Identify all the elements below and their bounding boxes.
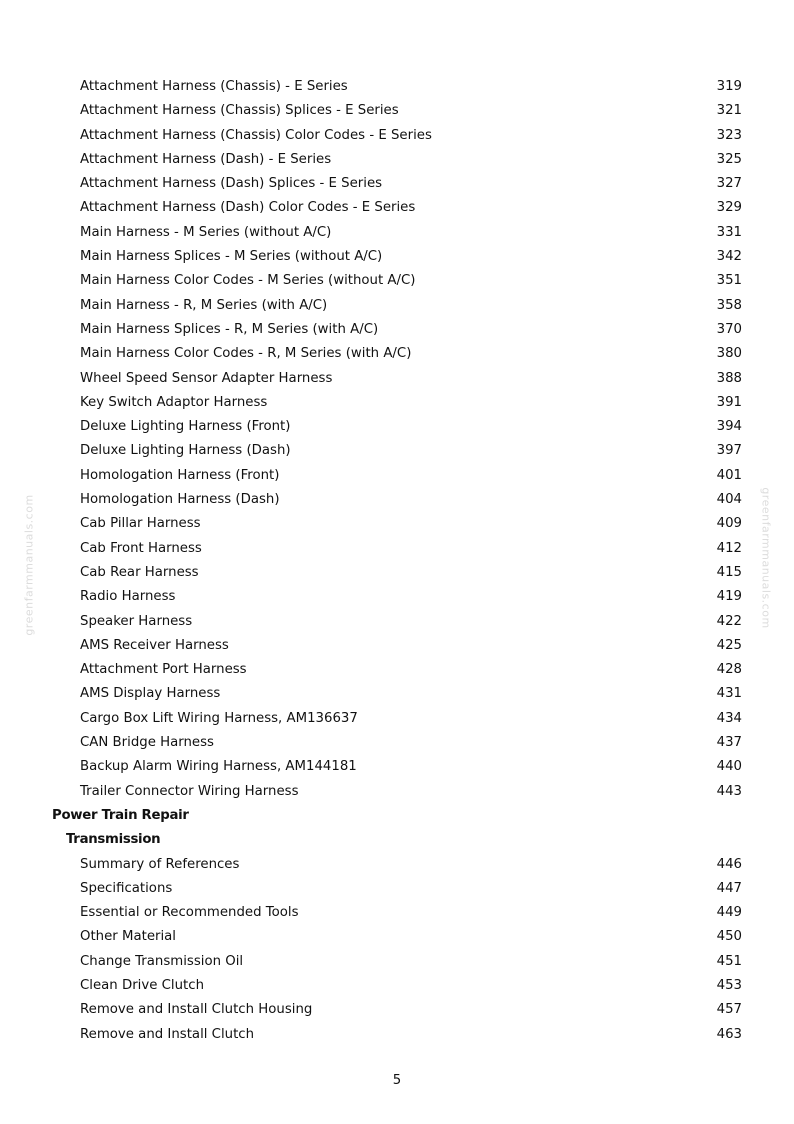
toc-entry[interactable] [0, 974, 794, 998]
toc-entry-page-number: 331 [716, 224, 742, 240]
toc-entry-title: Speaker Harness [80, 613, 193, 629]
toc-entry-page-number: 422 [716, 613, 742, 629]
toc-entry[interactable] [0, 925, 794, 949]
toc-entry-title: Deluxe Lighting Harness (Dash) [80, 443, 291, 459]
toc-entry-title: Attachment Harness (Chassis) Splices - E Series [80, 103, 399, 119]
toc-entry-page-number: 415 [716, 564, 742, 580]
toc-entry-page-number: 404 [716, 492, 742, 508]
toc-entry[interactable] [0, 780, 794, 804]
toc-entry[interactable] [0, 439, 794, 463]
toc-entry[interactable] [0, 294, 794, 318]
toc-entry-title: AMS Display Harness [80, 686, 221, 702]
toc-entry[interactable] [0, 1023, 794, 1047]
toc-heading [0, 804, 794, 828]
toc-entry-title: Attachment Harness (Chassis) - E Series [80, 79, 348, 94]
toc-entry-page-number: 388 [716, 370, 742, 386]
toc-entry-title: Cab Rear Harness [80, 564, 199, 580]
toc-entry-page-number: 397 [716, 443, 742, 459]
toc-entry[interactable] [0, 634, 794, 658]
toc-entry-title: Homologation Harness (Front) [80, 467, 280, 483]
toc-entry-page-number: 325 [716, 151, 742, 167]
toc-entry-page-number: 446 [716, 856, 742, 872]
toc-entry-title: Power Train Repair [52, 807, 189, 823]
toc-entry[interactable] [0, 731, 794, 755]
toc-entry-page-number: 431 [716, 686, 742, 702]
toc-entry-title: Main Harness Color Codes - R, M Series (with A/C) [80, 346, 412, 362]
toc-entry-page-number: 451 [716, 953, 742, 969]
toc-entry-title: Remove and Install Clutch [80, 1026, 255, 1042]
toc-entry[interactable] [0, 707, 794, 731]
toc-entry[interactable] [0, 950, 794, 974]
toc-entry-title: Attachment Harness (Dash) - E Series [80, 151, 332, 167]
toc-entry-title: Deluxe Lighting Harness (Front) [80, 419, 291, 435]
toc-entry-page-number: 443 [716, 783, 742, 799]
watermark-left: greenfarmmanuals.com [22, 494, 36, 636]
toc-entry[interactable] [0, 342, 794, 366]
toc-entry-title: Change Transmission Oil [80, 953, 244, 969]
toc-entry[interactable] [0, 245, 794, 269]
toc-entry-title: Remove and Install Clutch Housing [80, 1002, 313, 1018]
toc-entry-title: Backup Alarm Wiring Harness, AM144181 [80, 759, 357, 775]
toc-entry-title: Transmission [66, 832, 161, 848]
toc-entry[interactable] [0, 172, 794, 196]
toc-entry[interactable] [0, 391, 794, 415]
toc-entry-title: Trailer Connector Wiring Harness [80, 783, 299, 799]
toc-entry[interactable] [0, 367, 794, 391]
toc-entry-page-number: 450 [716, 929, 742, 945]
toc-entry-page-number: 447 [716, 880, 742, 896]
toc-entry-title: Attachment Harness (Dash) Color Codes - E Series [80, 200, 416, 216]
toc-entry-page-number: 394 [716, 419, 742, 435]
toc-entry[interactable] [0, 512, 794, 536]
toc-entry-page-number: 425 [716, 637, 742, 653]
toc-entry[interactable] [0, 561, 794, 585]
toc-entry-title: Main Harness Color Codes - M Series (without A/C) [80, 273, 416, 289]
toc-entry-title: Key Switch Adaptor Harness [80, 394, 268, 410]
toc-entry-title: Main Harness Splices - R, M Series (with A/C) [80, 321, 379, 337]
toc-entry[interactable] [0, 99, 794, 123]
toc-entry-page-number: 351 [716, 273, 742, 289]
toc-entry-page-number: 437 [716, 735, 742, 751]
toc-entry-title: CAN Bridge Harness [80, 735, 214, 751]
toc-entry-title: Main Harness Splices - M Series (without A/C) [80, 249, 383, 265]
toc-entry[interactable] [0, 877, 794, 901]
toc-entry[interactable] [0, 488, 794, 512]
toc-entry-title: Attachment Harness (Chassis) Color Codes - E Series [80, 127, 432, 143]
toc-entry[interactable] [0, 269, 794, 293]
toc-entry-page-number: 409 [716, 516, 742, 532]
toc-entry-page-number: 453 [716, 977, 742, 993]
toc-entry[interactable] [0, 221, 794, 245]
toc-entry-title: Attachment Harness (Dash) Splices - E Series [80, 176, 383, 192]
toc-entry-page-number: 434 [716, 710, 742, 726]
toc-entry-title: Homologation Harness (Dash) [80, 492, 280, 508]
toc-entry-title: Main Harness - R, M Series (with A/C) [80, 297, 328, 313]
toc-entry-page-number: 401 [716, 467, 742, 483]
toc-entry-title: Wheel Speed Sensor Adapter Harness [80, 370, 333, 386]
toc-entry[interactable] [0, 196, 794, 220]
toc-entry-page-number: 327 [716, 176, 742, 192]
toc-entry[interactable] [0, 415, 794, 439]
toc-entry[interactable] [0, 610, 794, 634]
toc-entry[interactable] [0, 853, 794, 877]
toc-entry[interactable] [0, 998, 794, 1022]
toc-entry-title: Radio Harness [80, 589, 176, 605]
toc-entry-page-number: 370 [716, 321, 742, 337]
toc-entry-title: Essential or Recommended Tools [80, 905, 299, 921]
toc-entry-page-number: 358 [716, 297, 742, 313]
toc-entry-page-number: 391 [716, 394, 742, 410]
toc-entry[interactable] [0, 658, 794, 682]
toc-entry-title: Summary of References [80, 856, 240, 872]
toc-entry-title: Clean Drive Clutch [80, 977, 204, 993]
toc-entry[interactable] [0, 148, 794, 172]
table-of-contents [0, 75, 794, 1047]
toc-entry-title: Main Harness - M Series (without A/C) [80, 224, 332, 240]
toc-entry-page-number: 428 [716, 662, 742, 678]
toc-entry-title: Other Material [80, 929, 176, 945]
toc-entry-page-number: 342 [716, 249, 742, 265]
toc-entry-title: AMS Receiver Harness [80, 637, 229, 653]
toc-entry[interactable] [0, 75, 794, 99]
toc-entry-page-number: 321 [716, 103, 742, 119]
toc-entry[interactable] [0, 755, 794, 779]
toc-entry-page-number: 457 [716, 1002, 742, 1018]
page-number: 5 [392, 1073, 402, 1088]
toc-entry-page-number: 440 [716, 759, 742, 775]
toc-entry-page-number: 463 [716, 1026, 742, 1042]
toc-entry-title: Specifications [80, 880, 173, 896]
toc-entry-page-number: 329 [716, 200, 742, 216]
toc-entry-title: Cab Front Harness [80, 540, 202, 556]
toc-entry-title: Cargo Box Lift Wiring Harness, AM136637 [80, 710, 358, 726]
toc-entry[interactable] [0, 585, 794, 609]
toc-entry-page-number: 419 [716, 589, 742, 605]
toc-entry[interactable] [0, 901, 794, 925]
toc-entry[interactable] [0, 464, 794, 488]
toc-entry[interactable] [0, 124, 794, 148]
toc-entry[interactable] [0, 537, 794, 561]
toc-entry-title: Cab Pillar Harness [80, 516, 201, 532]
toc-entry-page-number: 380 [716, 346, 742, 362]
toc-entry-title: Attachment Port Harness [80, 662, 247, 678]
toc-entry-page-number: 323 [716, 127, 742, 143]
toc-heading [0, 828, 794, 852]
toc-entry-page-number: 449 [716, 905, 742, 921]
watermark-right: greenfarmmanuals.com [759, 487, 773, 629]
toc-entry[interactable] [0, 682, 794, 706]
toc-entry[interactable] [0, 318, 794, 342]
toc-entry-page-number: 412 [716, 540, 742, 556]
toc-entry-page-number: 319 [716, 79, 742, 94]
